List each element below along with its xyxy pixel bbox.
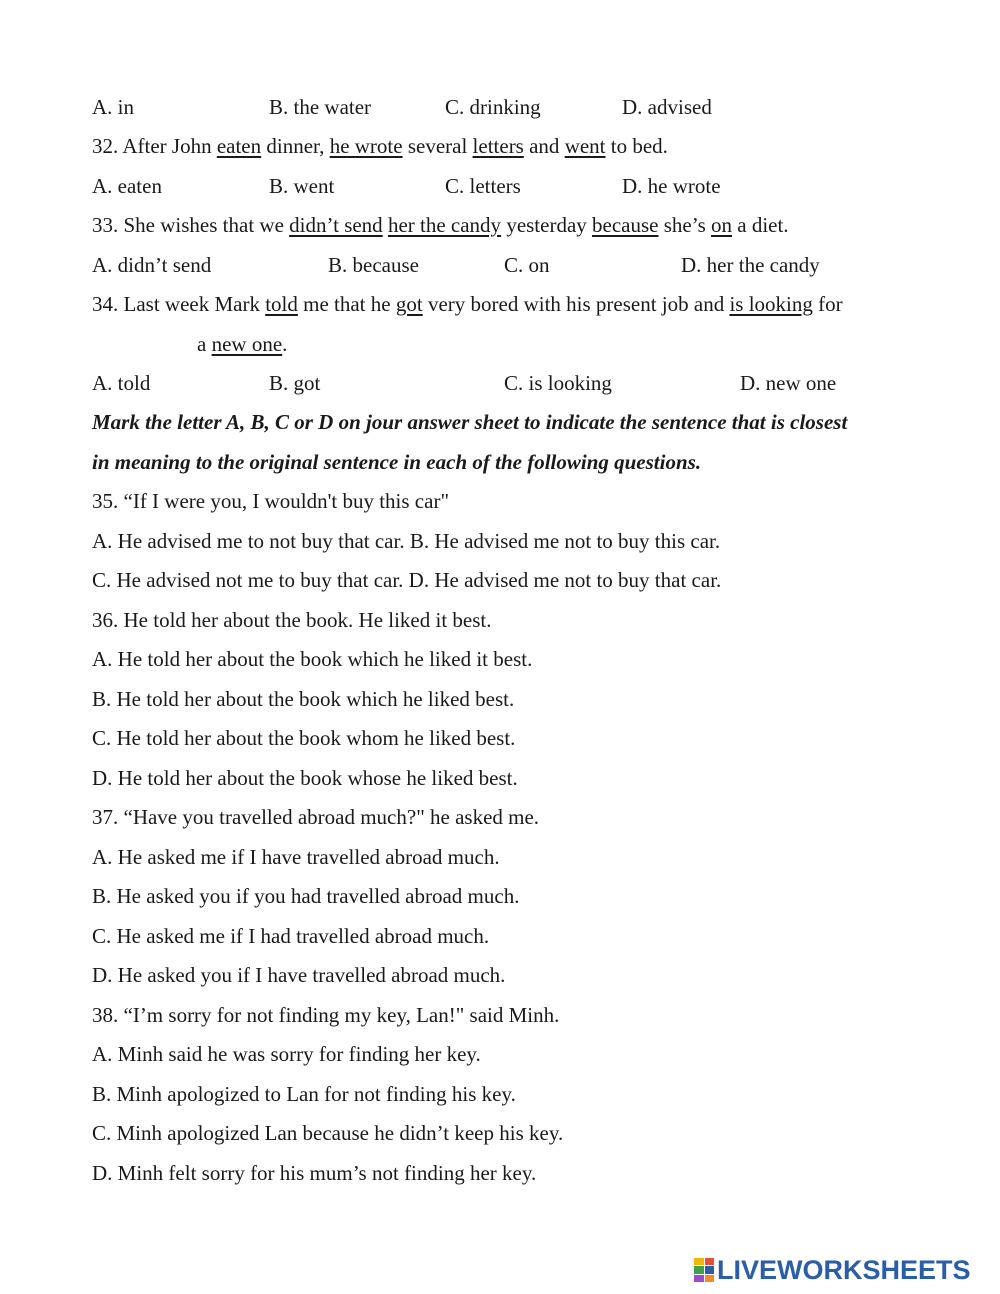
q31-option-a: A. in: [92, 95, 134, 119]
q34-underlined-2: got: [395, 292, 423, 316]
q32-stem: [92, 133, 668, 159]
q35-options-cd: C. He advised not me to buy that car. D. He advised me not to buy that car.: [92, 568, 722, 592]
q34-underlined-1: told: [265, 292, 298, 316]
q37-option-d: D. He asked you if I have travelled abroad much.: [92, 963, 506, 987]
q34-text-6: .: [282, 332, 288, 356]
q38-option-d: D. Minh felt sorry for his mum’s not finding her key.: [92, 1161, 537, 1185]
q32-option-d: D. he wrote: [622, 174, 721, 198]
q34-text-4: for: [812, 292, 843, 316]
instruction-line-2: in meaning to the original sentence in each of the following questions.: [92, 450, 702, 474]
q36-option-a: A. He told her about the book which he liked it best.: [92, 647, 533, 671]
q38-option-a: A. Minh said he was sorry for finding her key.: [92, 1042, 481, 1066]
q32-option-a: A. eaten: [92, 174, 162, 198]
q33-text-3: yesterday: [501, 213, 593, 237]
q37-stem: 37. “Have you travelled abroad much?" he asked me.: [92, 805, 540, 829]
q33-text-1: 33. She wishes that we: [92, 213, 290, 237]
q37-option-a: A. He asked me if I have travelled abroad much.: [92, 845, 500, 869]
logo-blocks-icon: [694, 1258, 714, 1282]
q32-text-3: several: [402, 134, 473, 158]
q31-option-c: C. drinking: [445, 95, 541, 119]
q34-text-3: very bored with his present job and: [422, 292, 730, 316]
instruction-line-1: Mark the letter A, B, C or D on jour answer sheet to indicate the sentence that is closest: [92, 410, 848, 434]
q33-underlined-4: on: [711, 213, 732, 237]
liveworksheets-logo[interactable]: [694, 1255, 971, 1285]
q33-text-4: she’s: [658, 213, 711, 237]
q33-option-a: A. didn’t send: [92, 253, 212, 277]
q37-option-b: B. He asked you if you had travelled abroad much.: [92, 884, 520, 908]
q34-underlined-3: is looking: [729, 292, 813, 316]
q32-underlined-4: went: [564, 134, 606, 158]
q35-options-ab: A. He advised me to not buy that car. B. He advised me not to buy this car.: [92, 529, 721, 553]
q32-text-2: dinner,: [261, 134, 330, 158]
q33-underlined-1: didn’t send: [289, 213, 383, 237]
q34-option-a: A. told: [92, 371, 151, 395]
q32-option-b: B. went: [269, 174, 335, 198]
q35-stem: 35. “If I were you, I wouldn't buy this car": [92, 489, 450, 513]
q36-option-c: C. He told her about the book whom he liked best.: [92, 726, 516, 750]
q32-text-5: to bed.: [605, 134, 668, 158]
q32-underlined-3: letters: [472, 134, 524, 158]
q36-option-b: B. He told her about the book which he liked best.: [92, 687, 515, 711]
q33-stem: [92, 212, 789, 238]
q32-text-4: and: [523, 134, 565, 158]
q33-underlined-3: because: [592, 213, 659, 237]
q38-option-b: B. Minh apologized to Lan for not finding his key.: [92, 1082, 516, 1106]
q37-option-c: C. He asked me if I had travelled abroad much.: [92, 924, 490, 948]
logo-text: LIVEWORKSHEETS: [717, 1255, 971, 1285]
q34-underlined-4: new one: [211, 332, 283, 356]
q38-option-c: C. Minh apologized Lan because he didn’t keep his key.: [92, 1121, 564, 1145]
q33-option-d: D. her the candy: [681, 253, 820, 277]
q32-underlined-1: eaten: [216, 134, 262, 158]
q31-option-d: D. advised: [622, 95, 712, 119]
q38-stem: 38. “I’m sorry for not finding my key, Lan!" said Minh.: [92, 1003, 560, 1027]
q33-text-5: a diet.: [732, 213, 789, 237]
q34-option-b: B. got: [269, 371, 321, 395]
q33-underlined-2: her the candy: [387, 213, 502, 237]
q34-option-c: C. is looking: [504, 371, 612, 395]
q33-option-b: B. because: [328, 253, 419, 277]
q34-stem-line-2: [197, 331, 287, 357]
q33-option-c: C. on: [504, 253, 550, 277]
q31-option-b: B. the water: [269, 95, 372, 119]
q34-option-d: D. new one: [740, 371, 837, 395]
q34-text-1: 34. Last week Mark: [92, 292, 266, 316]
q32-underlined-2: he wrote: [329, 134, 403, 158]
q34-text-5: a: [197, 332, 212, 356]
q34-stem-line-1: [92, 291, 843, 317]
q36-stem: 36. He told her about the book. He liked it best.: [92, 608, 492, 632]
q34-text-2: me that he: [297, 292, 396, 316]
q32-text-1: 32. After John: [92, 134, 217, 158]
q36-option-d: D. He told her about the book whose he liked best.: [92, 766, 518, 790]
q32-option-c: C. letters: [445, 174, 521, 198]
